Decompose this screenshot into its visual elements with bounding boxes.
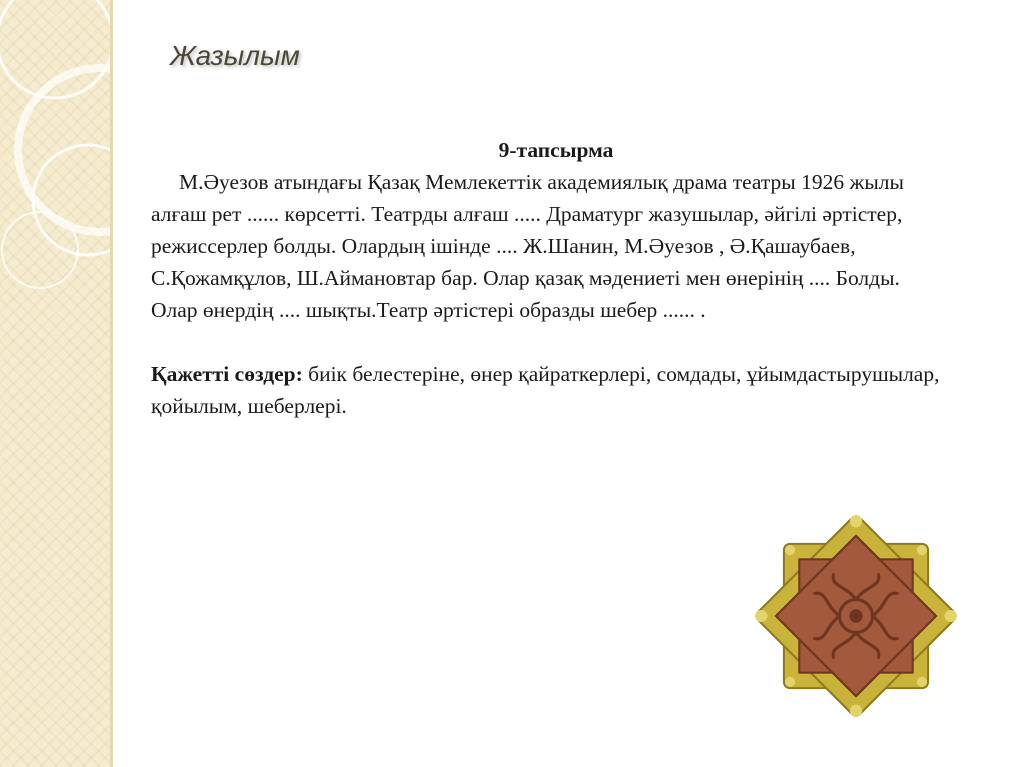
required-words-label: Қажетті сөздер:: [151, 362, 303, 386]
decorative-circles-icon: [0, 0, 112, 767]
paragraph-spacer: [151, 326, 941, 358]
task-heading: 9-тапсырма: [498, 138, 614, 162]
decorative-left-band: [0, 0, 112, 767]
required-words: [151, 358, 941, 422]
task-body-text: М.Әуезов атындағы Қазақ Мемлекеттік академиялық драма театры 1926 жылы алғаш рет ...... көрсетті. Театрды алғаш ..... Драматург жазушылар, әйгілі әртістер, режиссерлер болды. Олардың ішінде .... Ж.Шанин, М.Әуезов , Ә.Қашаубаев, С.Қожамқұлов, Ш.Аймановтар бар. Олар қазақ мәдениеті мен өнерінің .... Болды. Олар өнердің .... шықты.Театр әртістері образды шебер ...... .: [151, 170, 904, 322]
task-content: [151, 134, 941, 422]
slide-title: Жазылым: [170, 40, 300, 71]
band-divider: [110, 0, 113, 767]
kazakh-ornament-icon: [753, 513, 959, 719]
required-words-list: биік белестеріне, өнер қайраткерлері, сомдады, ұйымдастырушылар, қойылым, шеберлері.: [151, 362, 940, 418]
